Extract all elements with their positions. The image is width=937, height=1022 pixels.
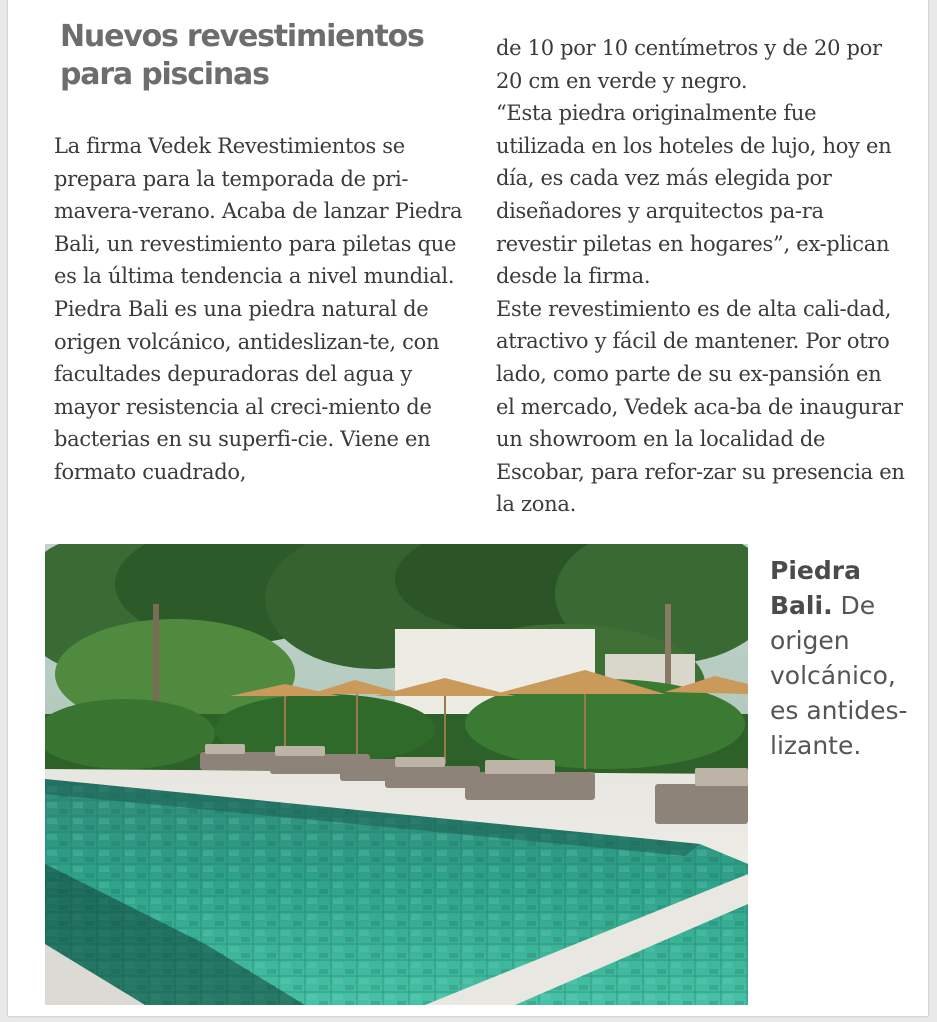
caption-text: De origen volcánico, es antides-lizante.: [770, 591, 908, 760]
article-headline: Nuevos revestimientos para piscinas: [60, 19, 424, 92]
caption-bold: Piedra Bali.: [770, 556, 861, 620]
right-paragraph-1: de 10 por 10 centímetros y de 20 por 20 cm en verde y negro.: [496, 36, 882, 93]
photo-caption: [770, 553, 920, 763]
left-paragraph-1: La firma Vedek Revestimientos se prepara para la temporada de pri-mavera-verano. Acaba de lanzar Piedra Bali, un revestimiento para piletas que es la última tendencia a nivel mundial.: [54, 134, 463, 289]
right-paragraph-3: Este revestimiento es de alta cali-dad, atractivo y fácil de mantener. Por otro lado, como parte de su ex-pansión en el mercado, Vedek aca-ba de inaugurar un showroom en la localidad de Escobar, para refor-zar su presencia en la zona.: [496, 296, 905, 517]
newspaper-page: [8, 0, 928, 1016]
left-paragraph-2: Piedra Bali es una piedra natural de origen volcánico, antideslizan-te, con facultades depuradoras del agua y mayor resistencia al creci-miento de bacterias en su superfi-cie. Viene en formato cuadrado,: [54, 296, 440, 484]
pool-photo: [45, 544, 748, 1005]
article-left-column: [54, 130, 464, 489]
right-paragraph-2: “Esta piedra originalmente fue utilizada en los hoteles de lujo, hoy en día, es cada vez más elegida por diseñadores y arquitectos pa-ra revestir piletas en hogares”, ex-plican desde la firma.: [496, 101, 892, 289]
pool-photo-illustration: [45, 544, 748, 1005]
article-right-column: [496, 32, 906, 521]
